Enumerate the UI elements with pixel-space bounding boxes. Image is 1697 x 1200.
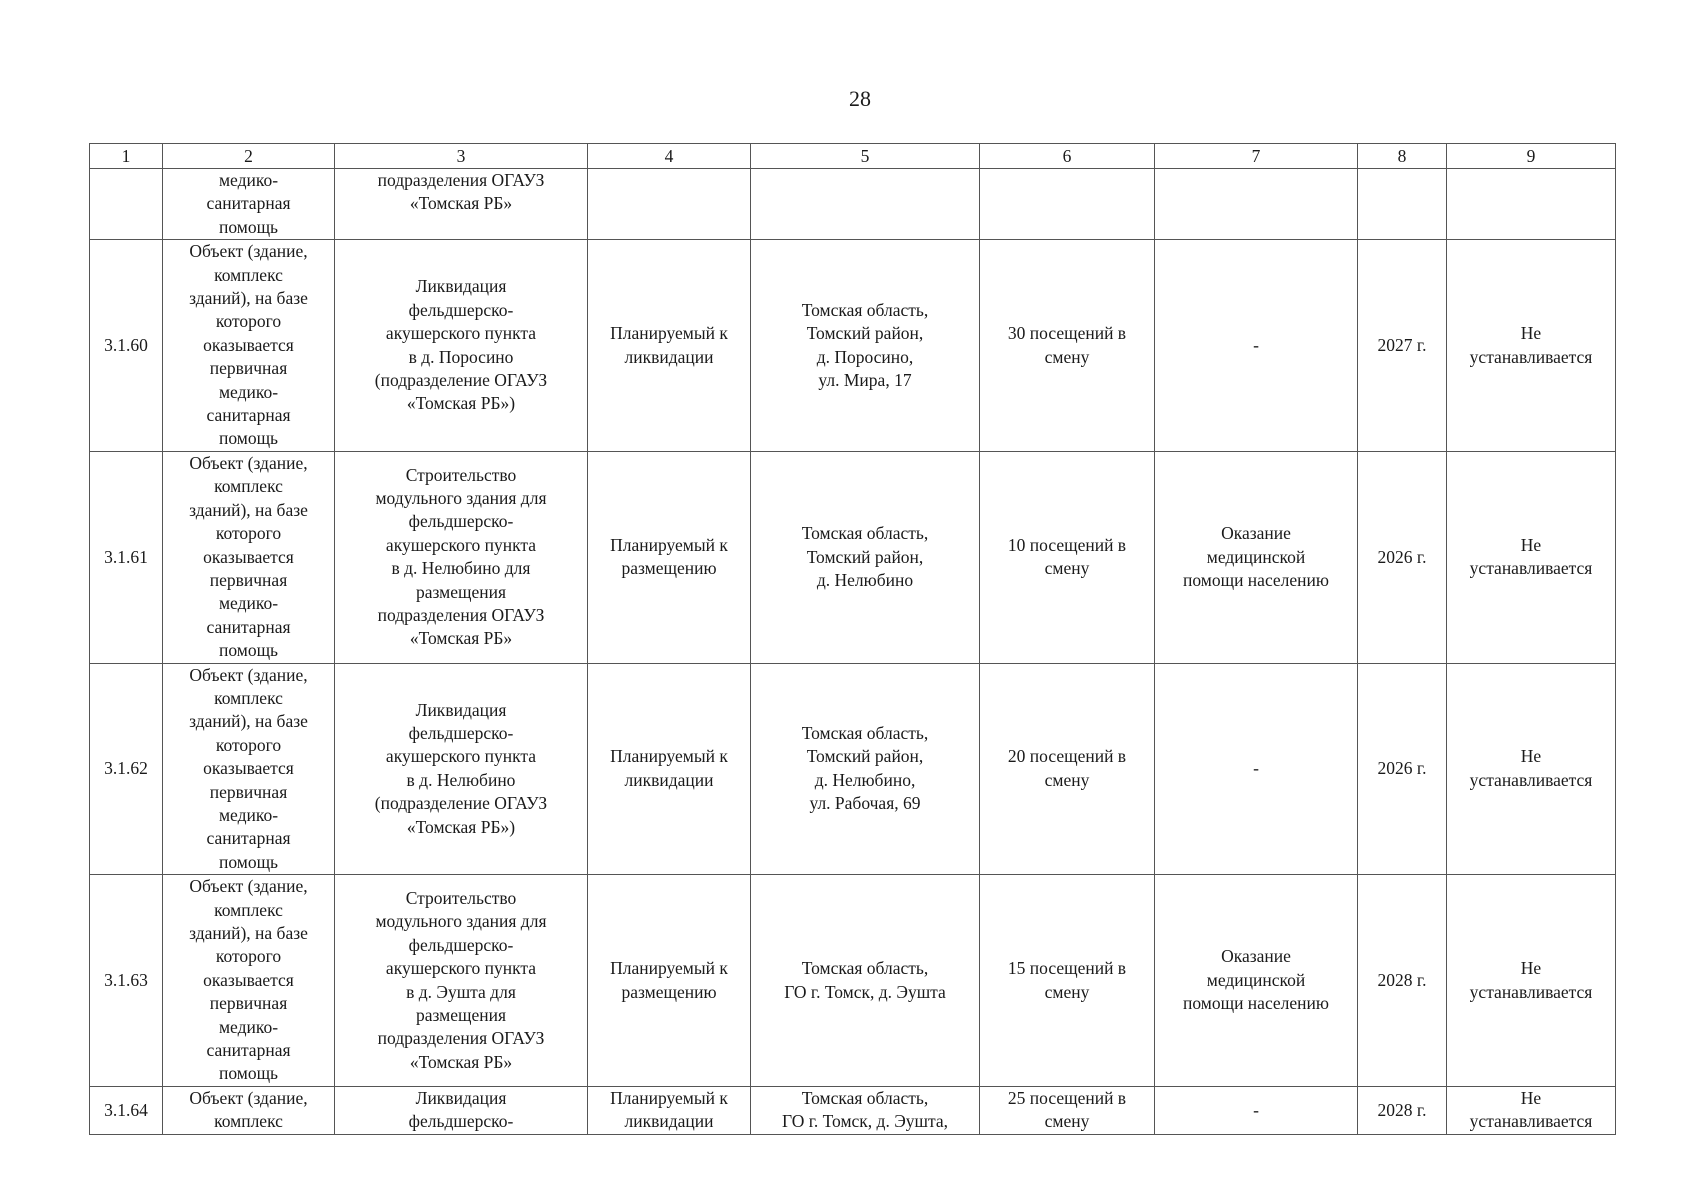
status-cell: Планируемый к размещению bbox=[588, 451, 751, 663]
table-cell bbox=[588, 169, 751, 240]
column-number-row bbox=[90, 144, 1616, 169]
column-number: 6 bbox=[980, 144, 1155, 169]
row-number-cell: 3.1.63 bbox=[90, 875, 163, 1087]
location-cell: Томская область, ГО г. Томск, д. Эушта, bbox=[751, 1086, 980, 1134]
purpose-cell: Ликвидация фельдшерско- bbox=[335, 1086, 588, 1134]
purpose-cell: Ликвидация фельдшерско- акушерского пункта в д. Нелюбино (подразделение ОГАУЗ «Томская РБ») bbox=[335, 663, 588, 875]
column-number: 3 bbox=[335, 144, 588, 169]
column-number: 8 bbox=[1358, 144, 1447, 169]
zone-cell: - bbox=[1155, 663, 1358, 875]
column-number: 4 bbox=[588, 144, 751, 169]
year-cell: 2026 г. bbox=[1358, 451, 1447, 663]
table-row bbox=[90, 451, 1616, 663]
purpose-cell: Строительство модульного здания для фельдшерско- акушерского пункта в д. Нелюбино для размещения подразделения ОГАУЗ «Томская РБ» bbox=[335, 451, 588, 663]
row-number-cell: 3.1.61 bbox=[90, 451, 163, 663]
continuation-row bbox=[90, 169, 1616, 240]
object-type-cell: Объект (здание, комплекс зданий), на базе которого оказывается первичная медико- санитарная помощь bbox=[163, 663, 335, 875]
status-cell: Планируемый к размещению bbox=[588, 875, 751, 1087]
zone-limits-cell: Не устанавливается bbox=[1447, 875, 1616, 1087]
status-cell: Планируемый к ликвидации bbox=[588, 1086, 751, 1134]
zone-cell: - bbox=[1155, 240, 1358, 452]
location-cell: Томская область, Томский район, д. Нелюбино bbox=[751, 451, 980, 663]
location-cell: Томская область, Томский район, д. Поросино, ул. Мира, 17 bbox=[751, 240, 980, 452]
table-cell bbox=[980, 169, 1155, 240]
year-cell: 2026 г. bbox=[1358, 663, 1447, 875]
column-number: 5 bbox=[751, 144, 980, 169]
purpose-cell: Ликвидация фельдшерско- акушерского пункта в д. Поросино (подразделение ОГАУЗ «Томская РБ») bbox=[335, 240, 588, 452]
purpose-cell: Строительство модульного здания для фельдшерско- акушерского пункта в д. Эушта для размещения подразделения ОГАУЗ «Томская РБ» bbox=[335, 875, 588, 1087]
table-cell bbox=[90, 169, 163, 240]
zone-limits-cell: Не устанавливается bbox=[1447, 1086, 1616, 1134]
year-cell: 2028 г. bbox=[1358, 1086, 1447, 1134]
zone-limits-cell: Не устанавливается bbox=[1447, 240, 1616, 452]
capacity-cell: 10 посещений в смену bbox=[980, 451, 1155, 663]
object-type-cell: Объект (здание, комплекс bbox=[163, 1086, 335, 1134]
year-cell: 2028 г. bbox=[1358, 875, 1447, 1087]
capacity-cell: 25 посещений в смену bbox=[980, 1086, 1155, 1134]
capacity-cell: 15 посещений в смену bbox=[980, 875, 1155, 1087]
column-number: 9 bbox=[1447, 144, 1616, 169]
capacity-cell: 30 посещений в смену bbox=[980, 240, 1155, 452]
table-row bbox=[90, 875, 1616, 1087]
table-cell bbox=[1358, 169, 1447, 240]
zone-limits-cell: Не устанавливается bbox=[1447, 663, 1616, 875]
zone-cell: Оказание медицинской помощи населению bbox=[1155, 875, 1358, 1087]
table-row bbox=[90, 240, 1616, 452]
status-cell: Планируемый к ликвидации bbox=[588, 663, 751, 875]
row-number-cell: 3.1.64 bbox=[90, 1086, 163, 1134]
purpose-cell: подразделения ОГАУЗ «Томская РБ» bbox=[335, 169, 588, 240]
column-number: 2 bbox=[163, 144, 335, 169]
table-cell bbox=[1447, 169, 1616, 240]
location-cell: Томская область, ГО г. Томск, д. Эушта bbox=[751, 875, 980, 1087]
capacity-cell: 20 посещений в смену bbox=[980, 663, 1155, 875]
zone-limits-cell: Не устанавливается bbox=[1447, 451, 1616, 663]
object-type-cell: Объект (здание, комплекс зданий), на базе которого оказывается первичная медико- санитарная помощь bbox=[163, 875, 335, 1087]
location-cell: Томская область, Томский район, д. Нелюбино, ул. Рабочая, 69 bbox=[751, 663, 980, 875]
column-number: 1 bbox=[90, 144, 163, 169]
page-number: 28 bbox=[849, 86, 871, 111]
facilities-table bbox=[89, 143, 1616, 1135]
table-row bbox=[90, 663, 1616, 875]
row-number-cell: 3.1.60 bbox=[90, 240, 163, 452]
object-type-cell: Объект (здание, комплекс зданий), на базе которого оказывается первичная медико- санитарная помощь bbox=[163, 451, 335, 663]
table-row bbox=[90, 1086, 1616, 1134]
object-type-cell: медико- санитарная помощь bbox=[163, 169, 335, 240]
table-cell bbox=[1155, 169, 1358, 240]
object-type-cell: Объект (здание, комплекс зданий), на базе которого оказывается первичная медико- санитарная помощь bbox=[163, 240, 335, 452]
zone-cell: Оказание медицинской помощи населению bbox=[1155, 451, 1358, 663]
year-cell: 2027 г. bbox=[1358, 240, 1447, 452]
zone-cell: - bbox=[1155, 1086, 1358, 1134]
status-cell: Планируемый к ликвидации bbox=[588, 240, 751, 452]
table-cell bbox=[751, 169, 980, 240]
row-number-cell: 3.1.62 bbox=[90, 663, 163, 875]
column-number: 7 bbox=[1155, 144, 1358, 169]
